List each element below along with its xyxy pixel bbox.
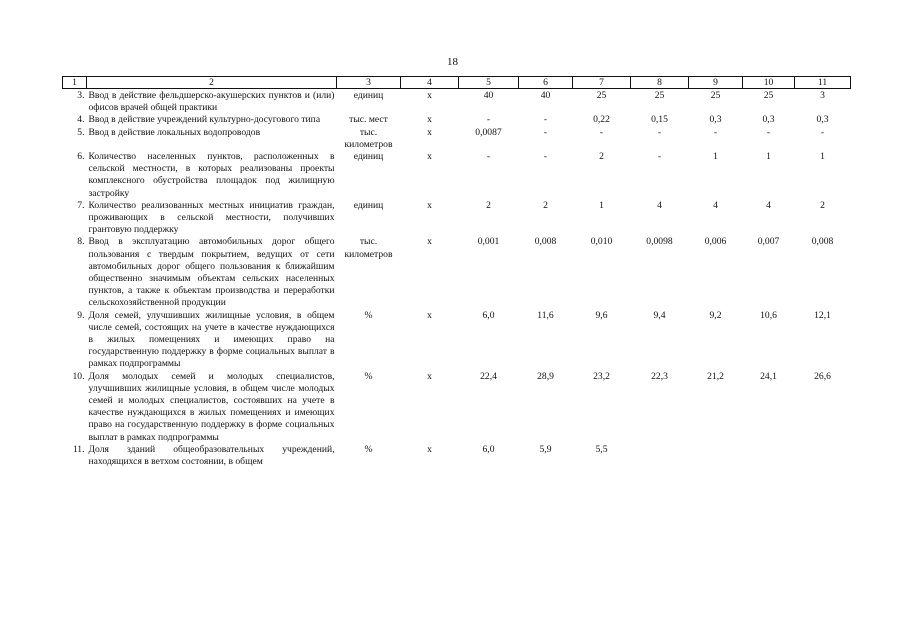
column-4-cell: х [427, 236, 432, 248]
value-cell: - [713, 126, 718, 138]
value-cell: 9,6 [595, 309, 608, 321]
row-number: 6. [77, 151, 85, 163]
value-cell: 3 [820, 90, 825, 101]
header-cell: 9 [689, 77, 743, 89]
value-cell: - [599, 126, 604, 138]
value-cell: 12,1 [814, 309, 831, 321]
value-cell: 4 [766, 199, 771, 211]
value-cell: 1 [713, 151, 718, 163]
indicators-table [62, 76, 851, 468]
value-cell: 9,2 [709, 309, 722, 321]
value-cell: 24,1 [760, 370, 777, 382]
indicator-name: Ввод в действие учреждений культурно-досугового типа [88, 114, 321, 126]
value-cell: - [486, 114, 491, 126]
value-cell: 0,0098 [646, 236, 673, 248]
column-4-cell: х [427, 126, 432, 138]
value-cell: 5,9 [539, 443, 552, 455]
value-cell: 11,6 [537, 309, 554, 321]
unit-cell: % [364, 443, 373, 455]
value-cell: 2 [486, 199, 491, 211]
row-number: 3. [77, 90, 85, 101]
column-4-cell: х [427, 370, 432, 382]
indicator-name: Количество населенных пунктов, расположенных в сельской местности, в которых реализованы проекты комплексного обустройства площадок под жилищную застройку [88, 151, 335, 199]
table-row [63, 444, 851, 468]
row-number: 11. [72, 443, 85, 455]
header-cell: 7 [573, 77, 631, 89]
table-row [63, 236, 851, 309]
value-cell [689, 444, 743, 468]
value-cell: - [766, 126, 771, 138]
value-cell: 25 [763, 90, 774, 101]
unit-cell: единиц [353, 90, 384, 101]
value-cell: 0,006 [704, 236, 727, 248]
column-4-cell: х [427, 114, 432, 126]
value-cell: 25 [654, 90, 665, 101]
value-cell: 40 [483, 90, 494, 101]
value-cell: 6,0 [482, 309, 495, 321]
column-4-cell: х [427, 90, 432, 101]
value-cell: 1 [820, 151, 825, 163]
header-cell: 5 [459, 77, 519, 89]
table-row [63, 89, 851, 115]
table-row [63, 200, 851, 237]
column-4-cell: х [427, 199, 432, 211]
header-cell: 8 [631, 77, 689, 89]
row-number: 10. [72, 370, 85, 382]
column-4-cell: х [427, 309, 432, 321]
value-cell [743, 444, 795, 468]
indicator-name: Ввод в действие локальных водопроводов [88, 126, 261, 138]
header-row [63, 77, 851, 89]
value-cell: 25 [596, 90, 607, 101]
value-cell: 2 [543, 199, 548, 211]
value-cell: 4 [713, 199, 718, 211]
row-number: 5. [77, 126, 85, 138]
header-cell: 1 [63, 77, 87, 89]
value-cell: 9,4 [653, 309, 666, 321]
value-cell: 0,3 [709, 114, 722, 126]
value-cell: 10,6 [760, 309, 777, 321]
value-cell: 22,3 [651, 370, 668, 382]
value-cell: 2 [599, 151, 604, 163]
indicator-name: Доля молодых семей и молодых специалистов, улучшивших жилищные условия, в общем числе молодых семей и молодых специалистов, состоявших на учете в качестве нуждающихся в жилых помещениях и имеющих право на государственную поддержку в форме социальных выплат в рамках подпрограммы [88, 370, 335, 443]
value-cell: 23,2 [593, 370, 610, 382]
table-row [63, 151, 851, 200]
unit-cell: % [364, 309, 373, 321]
unit-cell: тыс. километров [344, 126, 393, 150]
header-cell: 3 [337, 77, 401, 89]
row-number: 9. [77, 309, 85, 321]
indicator-name: Доля зданий общеобразовательных учреждений, находящихся в ветхом состоянии, в общем [88, 443, 335, 468]
row-number: 4. [77, 114, 85, 126]
value-cell: 0,001 [477, 236, 500, 248]
value-cell: 5,5 [595, 443, 608, 455]
header-cell: 11 [795, 77, 851, 89]
indicator-name: Количество реализованных местных инициатив граждан, проживающих в сельской местности, получивших грантовую поддержку [88, 199, 335, 236]
value-cell: 0,008 [534, 236, 557, 248]
table-row [63, 310, 851, 371]
header-cell: 6 [519, 77, 573, 89]
value-cell: - [543, 151, 548, 163]
value-cell: 0,3 [816, 114, 829, 126]
value-cell: - [486, 151, 491, 163]
value-cell: 0,15 [651, 114, 668, 126]
value-cell: 0,22 [593, 114, 610, 126]
value-cell: 0,3 [762, 114, 775, 126]
unit-cell: % [364, 370, 373, 382]
value-cell: 4 [657, 199, 662, 211]
value-cell: 1 [599, 199, 604, 211]
row-number: 7. [77, 199, 85, 211]
value-cell: 6,0 [482, 443, 495, 455]
value-cell: 1 [766, 151, 771, 163]
unit-cell: тыс. километров [344, 236, 393, 260]
value-cell: 0,010 [590, 236, 613, 248]
value-cell: 40 [540, 90, 551, 101]
value-cell: - [543, 114, 548, 126]
table-row [63, 127, 851, 151]
unit-cell: тыс. мест [349, 114, 388, 126]
header-cell: 2 [87, 77, 337, 89]
value-cell: 26,6 [814, 370, 831, 382]
value-cell: - [820, 126, 825, 138]
value-cell: 28,9 [537, 370, 554, 382]
page-number: 18 [447, 56, 458, 68]
column-4-cell: х [427, 443, 432, 455]
value-cell: 25 [710, 90, 721, 101]
value-cell: - [657, 151, 662, 163]
indicator-name: Ввод в эксплуатацию автомобильных дорог общего пользования с твердым покрытием, ведущих от сети автомобильных дорог общего пользования к ближайшим общественно значимым объектам сельских населенных пунктов, а также к объектам производства и переработки сельскохозяйственной продукции [88, 236, 335, 309]
table-row [63, 371, 851, 444]
value-cell: - [657, 126, 662, 138]
indicator-name: Доля семей, улучшивших жилищные условия, в общем числе семей, состоящих на учете в качестве нуждающихся в жилых помещениях и имеющих право на государственную поддержку в форме социальных выплат в рамках подпрограммы [88, 309, 335, 370]
indicator-name: Ввод в действие фельдшерско-акушерских пунктов и (или) офисов врачей общей практики [88, 90, 335, 114]
value-cell: 2 [820, 199, 825, 211]
value-cell: 21,2 [707, 370, 724, 382]
header-cell: 4 [401, 77, 459, 89]
header-cell: 10 [743, 77, 795, 89]
table-row [63, 114, 851, 126]
value-cell: 0,008 [811, 236, 834, 248]
value-cell [631, 444, 689, 468]
value-cell: - [543, 126, 548, 138]
value-cell: 0,0087 [475, 126, 502, 138]
column-4-cell: х [427, 151, 432, 163]
value-cell: 22,4 [480, 370, 497, 382]
value-cell: 0,007 [757, 236, 780, 248]
unit-cell: единиц [353, 199, 384, 211]
row-number: 8. [77, 236, 85, 248]
unit-cell: единиц [353, 151, 384, 163]
value-cell [795, 444, 851, 468]
